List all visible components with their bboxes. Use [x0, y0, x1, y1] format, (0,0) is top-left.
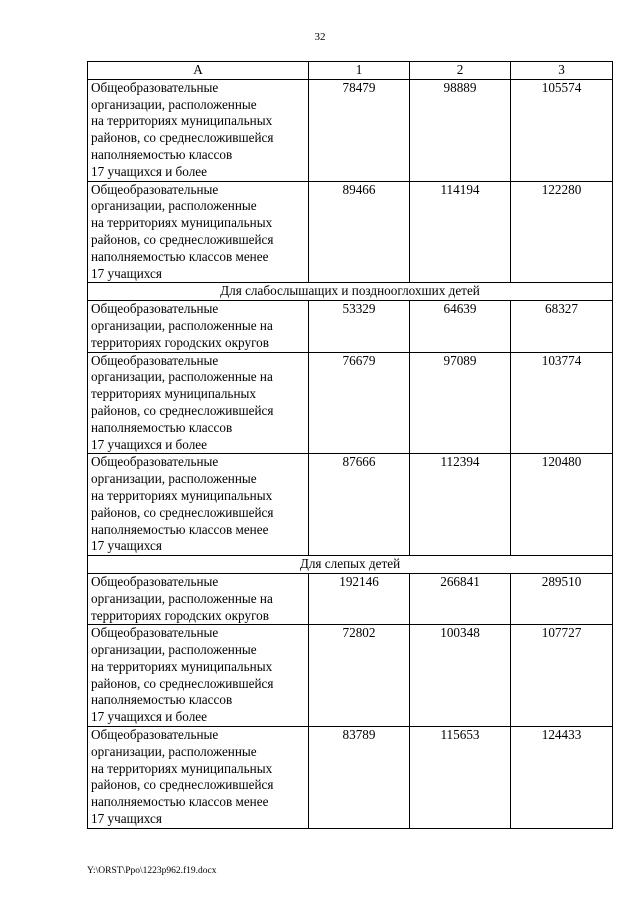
value-cell: 68327 — [511, 301, 613, 352]
value-cell: 103774 — [511, 352, 613, 454]
section-row — [88, 556, 613, 574]
file-path-footer: Y:\ORST\Ppo\1223p962.f19.docx — [87, 866, 217, 876]
value-cell: 78479 — [309, 79, 410, 181]
table-row — [88, 625, 613, 727]
value-cell: 72802 — [309, 625, 410, 727]
row-label: Общеобразовательные организации, расположенные на территориях городских округов — [88, 301, 309, 352]
row-label: Общеобразовательные организации, расположенные на территориях муниципальных районов, со среднесложившейся наполняемостью классов 17 учащихся и более — [88, 79, 309, 181]
column-header: А — [88, 62, 309, 80]
column-header: 2 — [410, 62, 511, 80]
table-row — [88, 181, 613, 283]
value-cell: 97089 — [410, 352, 511, 454]
table-row — [88, 352, 613, 454]
value-cell: 114194 — [410, 181, 511, 283]
value-cell: 289510 — [511, 573, 613, 624]
row-label: Общеобразовательные организации, расположенные на территориях муниципальных районов, со среднесложившейся наполняемостью классов 17 учащихся и более — [88, 352, 309, 454]
table-row — [88, 79, 613, 181]
column-header: 3 — [511, 62, 613, 80]
table-row — [88, 454, 613, 556]
value-cell: 87666 — [309, 454, 410, 556]
table-row — [88, 301, 613, 352]
value-cell: 124433 — [511, 727, 613, 829]
table-row — [88, 573, 613, 624]
data-table — [87, 61, 613, 829]
page-number: 32 — [314, 31, 326, 43]
row-label: Общеобразовательные организации, расположенные на территориях муниципальных районов, со среднесложившейся наполняемостью классов менее 17 учащихся — [88, 454, 309, 556]
row-label: Общеобразовательные организации, расположенные на территориях муниципальных районов, со среднесложившейся наполняемостью классов менее 17 учащихся — [88, 181, 309, 283]
table-header-row — [88, 62, 613, 80]
value-cell: 266841 — [410, 573, 511, 624]
value-cell: 98889 — [410, 79, 511, 181]
section-heading: Для слепых детей — [88, 556, 613, 574]
value-cell: 112394 — [410, 454, 511, 556]
value-cell: 115653 — [410, 727, 511, 829]
value-cell: 83789 — [309, 727, 410, 829]
section-row — [88, 283, 613, 301]
value-cell: 89466 — [309, 181, 410, 283]
value-cell: 53329 — [309, 301, 410, 352]
row-label: Общеобразовательные организации, расположенные на территориях городских округов — [88, 573, 309, 624]
value-cell: 107727 — [511, 625, 613, 727]
section-heading: Для слабослышащих и позднооглохших детей — [88, 283, 613, 301]
column-header: 1 — [309, 62, 410, 80]
value-cell: 76679 — [309, 352, 410, 454]
value-cell: 100348 — [410, 625, 511, 727]
table-row — [88, 727, 613, 829]
row-label: Общеобразовательные организации, расположенные на территориях муниципальных районов, со среднесложившейся наполняемостью классов 17 учащихся и более — [88, 625, 309, 727]
value-cell: 122280 — [511, 181, 613, 283]
row-label: Общеобразовательные организации, расположенные на территориях муниципальных районов, со среднесложившейся наполняемостью классов менее 17 учащихся — [88, 727, 309, 829]
value-cell: 120480 — [511, 454, 613, 556]
value-cell: 105574 — [511, 79, 613, 181]
table-body — [88, 79, 613, 828]
value-cell: 64639 — [410, 301, 511, 352]
value-cell: 192146 — [309, 573, 410, 624]
